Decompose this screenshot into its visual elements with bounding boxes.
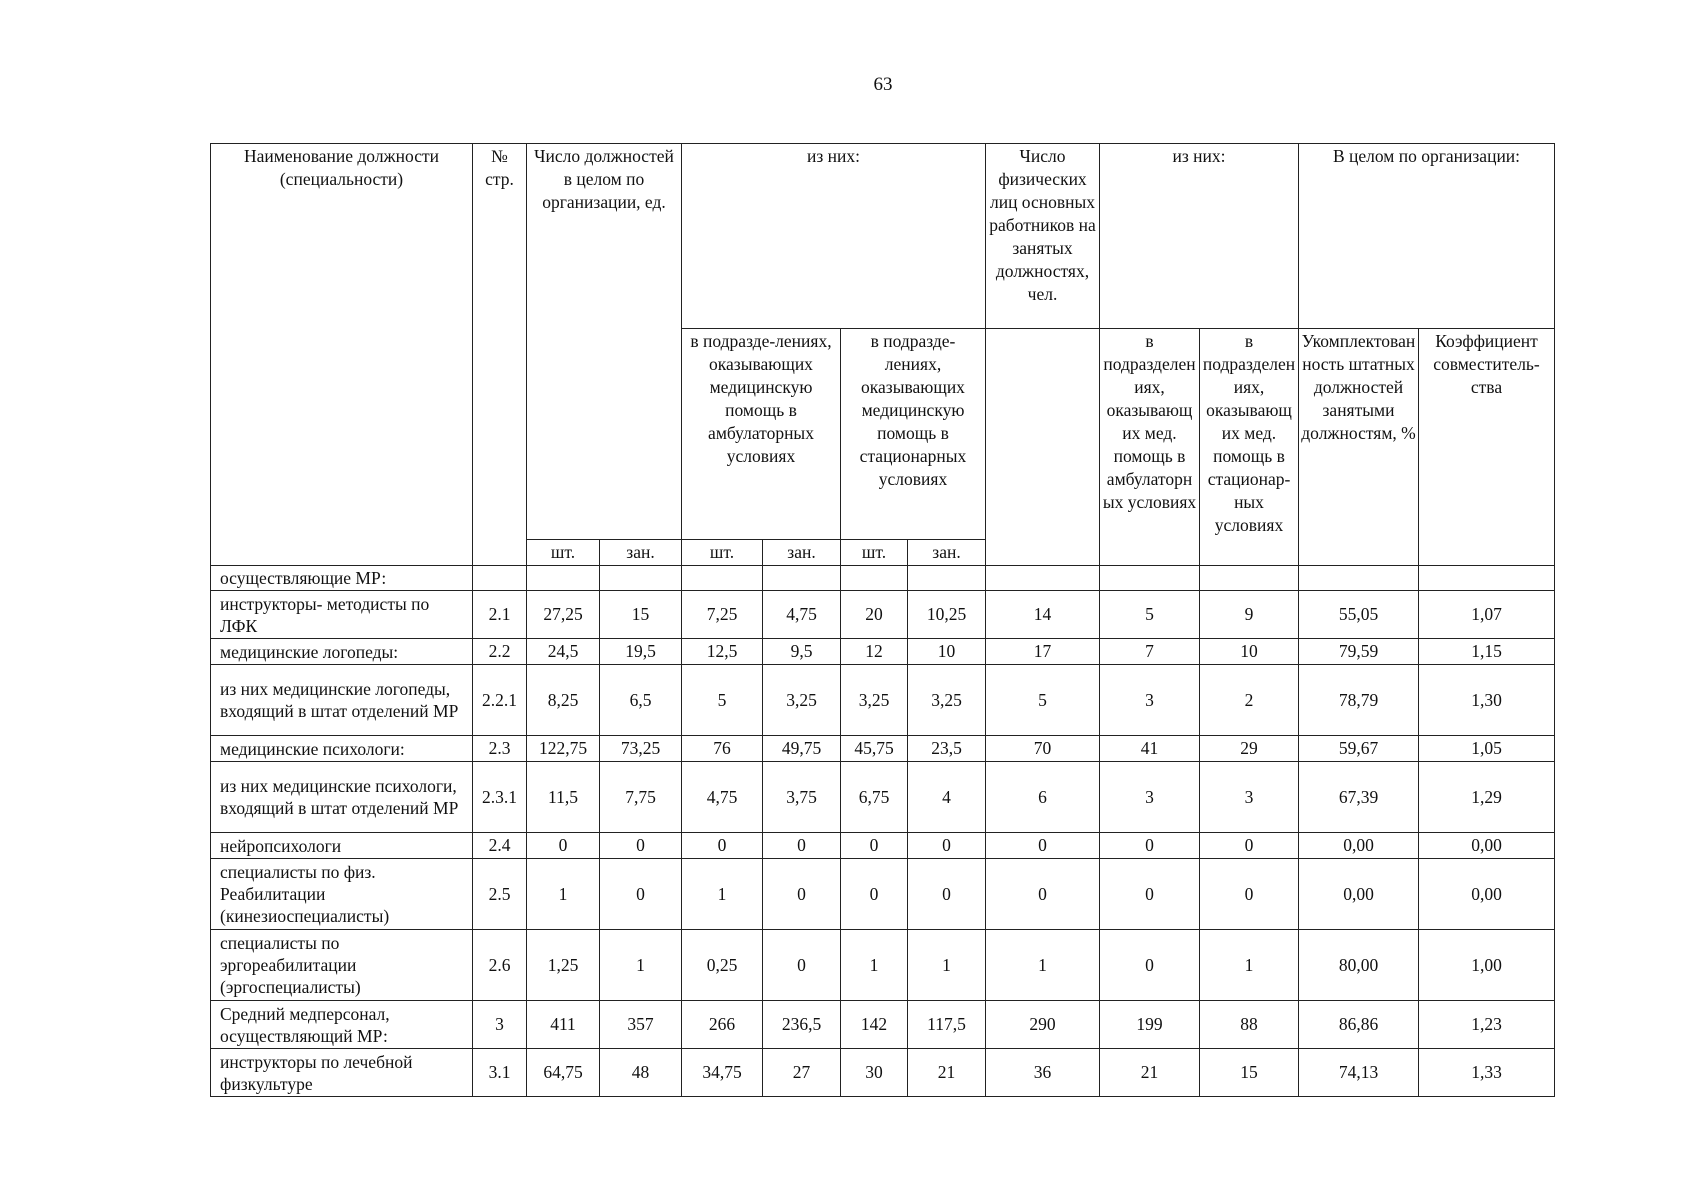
value-cell: 1,05 xyxy=(1419,736,1555,762)
value-cell: 15 xyxy=(600,591,682,639)
value-cell: 266 xyxy=(682,1001,763,1049)
value-cell: 41 xyxy=(1100,736,1200,762)
value-cell: 36 xyxy=(986,1049,1100,1097)
value-cell: 34,75 xyxy=(682,1049,763,1097)
value-cell: 1 xyxy=(682,859,763,930)
value-cell: 3 xyxy=(1200,762,1299,833)
value-cell: 1,15 xyxy=(1419,639,1555,665)
value-cell: 1 xyxy=(986,930,1100,1001)
value-cell: 0 xyxy=(1200,859,1299,930)
value-cell: 0 xyxy=(600,833,682,859)
value-cell: 0 xyxy=(600,859,682,930)
value-cell: 9 xyxy=(1200,591,1299,639)
value-cell: 1,29 xyxy=(1419,762,1555,833)
value-cell: 45,75 xyxy=(841,736,908,762)
value-cell: 0 xyxy=(763,859,841,930)
unit-label: шт. xyxy=(527,540,600,566)
value-cell: 1 xyxy=(1200,930,1299,1001)
value-cell: 0,00 xyxy=(1419,859,1555,930)
value-cell: 0 xyxy=(763,930,841,1001)
value-cell: 14 xyxy=(986,591,1100,639)
value-cell: 10 xyxy=(1200,639,1299,665)
value-cell: 10,25 xyxy=(908,591,986,639)
value-cell: 0 xyxy=(1200,833,1299,859)
header-stat-positions: в подразде-лениях, оказывающих медицинскую помощь в стационарных условиях xyxy=(841,329,986,540)
value-cell: 0,00 xyxy=(1299,859,1419,930)
value-cell: 79,59 xyxy=(1299,639,1419,665)
value-cell: 5 xyxy=(986,665,1100,736)
row-number: 3.1 xyxy=(473,1049,527,1097)
table-row xyxy=(211,762,1555,833)
value-cell: 1 xyxy=(908,930,986,1001)
value-cell: 0 xyxy=(527,833,600,859)
value-cell: 15 xyxy=(1200,1049,1299,1097)
row-number: 2.3.1 xyxy=(473,762,527,833)
position-name: из них медицинские психологи, входящий в штат отделений МР xyxy=(211,762,473,833)
unit-label: шт. xyxy=(841,540,908,566)
value-cell: 0 xyxy=(841,859,908,930)
table-row xyxy=(211,639,1555,665)
value-cell: 0,25 xyxy=(682,930,763,1001)
value-cell: 49,75 xyxy=(763,736,841,762)
header-of-them-positions: из них: xyxy=(682,144,986,329)
value-cell: 30 xyxy=(841,1049,908,1097)
header-persons-blank xyxy=(986,329,1100,566)
value-cell: 4,75 xyxy=(763,591,841,639)
row-number: 2.6 xyxy=(473,930,527,1001)
value-cell: 3,75 xyxy=(763,762,841,833)
table-row xyxy=(211,1049,1555,1097)
header-amb-positions: в подразде-лениях, оказывающих медицинскую помощь в амбулаторных условиях xyxy=(682,329,841,540)
position-name: нейропсихологи xyxy=(211,833,473,859)
value-cell: 357 xyxy=(600,1001,682,1049)
value-cell: 55,05 xyxy=(1299,591,1419,639)
value-cell: 19,5 xyxy=(600,639,682,665)
value-cell: 1,00 xyxy=(1419,930,1555,1001)
value-cell: 8,25 xyxy=(527,665,600,736)
value-cell: 21 xyxy=(1100,1049,1200,1097)
value-cell: 0 xyxy=(986,833,1100,859)
value-cell: 0 xyxy=(1100,930,1200,1001)
header-amb-persons: в подразделениях, оказывающих мед. помощь в амбулаторных условиях xyxy=(1100,329,1200,566)
row-number: 2.2.1 xyxy=(473,665,527,736)
row-number: 2.4 xyxy=(473,833,527,859)
value-cell: 21 xyxy=(908,1049,986,1097)
position-name: специалисты по эргореабилитации (эргоспециалисты) xyxy=(211,930,473,1001)
value-cell: 10 xyxy=(908,639,986,665)
header-coefficient: Коэффициент совместитель-ства xyxy=(1419,329,1555,566)
value-cell: 86,86 xyxy=(1299,1001,1419,1049)
value-cell: 2 xyxy=(1200,665,1299,736)
value-cell: 1 xyxy=(841,930,908,1001)
value-cell: 7,25 xyxy=(682,591,763,639)
value-cell: 12 xyxy=(841,639,908,665)
value-cell: 0 xyxy=(1100,833,1200,859)
value-cell: 290 xyxy=(986,1001,1100,1049)
value-cell: 23,5 xyxy=(908,736,986,762)
value-cell: 5 xyxy=(682,665,763,736)
value-cell: 11,5 xyxy=(527,762,600,833)
row-number: 3 xyxy=(473,1001,527,1049)
value-cell: 20 xyxy=(841,591,908,639)
header-stat-persons: в подразделениях, оказывающих мед. помощь в стационар-ных условиях xyxy=(1200,329,1299,566)
position-name: Средний медперсонал, осуществляющий МР: xyxy=(211,1001,473,1049)
value-cell: 27,25 xyxy=(527,591,600,639)
section-row xyxy=(211,566,1555,591)
table-row xyxy=(211,736,1555,762)
value-cell: 17 xyxy=(986,639,1100,665)
table-row xyxy=(211,930,1555,1001)
value-cell: 74,13 xyxy=(1299,1049,1419,1097)
row-number: 2.1 xyxy=(473,591,527,639)
header-org-total: В целом по организации: xyxy=(1299,144,1555,329)
position-name: медицинские психологи: xyxy=(211,736,473,762)
value-cell: 6,75 xyxy=(841,762,908,833)
value-cell: 76 xyxy=(682,736,763,762)
value-cell: 4 xyxy=(908,762,986,833)
staffing-table xyxy=(210,143,1555,1097)
value-cell: 411 xyxy=(527,1001,600,1049)
value-cell: 0,00 xyxy=(1419,833,1555,859)
value-cell: 117,5 xyxy=(908,1001,986,1049)
header-staffing-percent: Укомплектованность штатных должностей занятыми должностям, % xyxy=(1299,329,1419,566)
header-row-number: № стр. xyxy=(473,144,527,566)
value-cell: 80,00 xyxy=(1299,930,1419,1001)
value-cell: 48 xyxy=(600,1049,682,1097)
value-cell: 27 xyxy=(763,1049,841,1097)
value-cell: 6 xyxy=(986,762,1100,833)
value-cell: 70 xyxy=(986,736,1100,762)
value-cell: 0 xyxy=(908,833,986,859)
position-name: специалисты по физ. Реабилитации (кинезиоспециалисты) xyxy=(211,859,473,930)
table-row xyxy=(211,665,1555,736)
value-cell: 142 xyxy=(841,1001,908,1049)
position-name: медицинские логопеды: xyxy=(211,639,473,665)
value-cell: 12,5 xyxy=(682,639,763,665)
value-cell: 3,25 xyxy=(841,665,908,736)
value-cell: 3 xyxy=(1100,762,1200,833)
value-cell: 0,00 xyxy=(1299,833,1419,859)
value-cell: 3 xyxy=(1100,665,1200,736)
value-cell: 0 xyxy=(841,833,908,859)
value-cell: 24,5 xyxy=(527,639,600,665)
value-cell: 199 xyxy=(1100,1001,1200,1049)
table-row xyxy=(211,1001,1555,1049)
position-name: инструкторы по лечебной физкультуре xyxy=(211,1049,473,1097)
header-position-name: Наименование должности (специальности) xyxy=(211,144,473,566)
value-cell: 7,75 xyxy=(600,762,682,833)
table-row xyxy=(211,591,1555,639)
value-cell: 1,30 xyxy=(1419,665,1555,736)
table-row xyxy=(211,833,1555,859)
value-cell: 1,33 xyxy=(1419,1049,1555,1097)
value-cell: 0 xyxy=(763,833,841,859)
value-cell: 64,75 xyxy=(527,1049,600,1097)
value-cell: 236,5 xyxy=(763,1001,841,1049)
value-cell: 1,07 xyxy=(1419,591,1555,639)
row-number: 2.5 xyxy=(473,859,527,930)
value-cell: 29 xyxy=(1200,736,1299,762)
value-cell: 4,75 xyxy=(682,762,763,833)
value-cell: 88 xyxy=(1200,1001,1299,1049)
header-persons-total: Число физических лиц основных работников на занятых должностях, чел. xyxy=(986,144,1100,329)
value-cell: 1 xyxy=(527,859,600,930)
value-cell: 6,5 xyxy=(600,665,682,736)
value-cell: 78,79 xyxy=(1299,665,1419,736)
value-cell: 122,75 xyxy=(527,736,600,762)
row-number: 2.3 xyxy=(473,736,527,762)
value-cell: 5 xyxy=(1100,591,1200,639)
value-cell: 67,39 xyxy=(1299,762,1419,833)
value-cell: 3,25 xyxy=(763,665,841,736)
header-positions-total: Число должностей в целом по организации, ед. xyxy=(527,144,682,540)
value-cell: 1,23 xyxy=(1419,1001,1555,1049)
value-cell: 9,5 xyxy=(763,639,841,665)
table-row xyxy=(211,859,1555,930)
section-label: осуществляющие МР: xyxy=(211,566,473,591)
header-of-them-persons: из них: xyxy=(1100,144,1299,329)
unit-label: зан. xyxy=(908,540,986,566)
value-cell: 0 xyxy=(986,859,1100,930)
value-cell: 0 xyxy=(908,859,986,930)
position-name: из них медицинские логопеды, входящий в штат отделений МР xyxy=(211,665,473,736)
value-cell: 73,25 xyxy=(600,736,682,762)
row-number: 2.2 xyxy=(473,639,527,665)
value-cell: 0 xyxy=(1100,859,1200,930)
value-cell: 1 xyxy=(600,930,682,1001)
unit-label: шт. xyxy=(682,540,763,566)
unit-label: зан. xyxy=(763,540,841,566)
page-number: 63 xyxy=(873,74,893,95)
value-cell: 0 xyxy=(682,833,763,859)
value-cell: 1,25 xyxy=(527,930,600,1001)
position-name: инструкторы- методисты по ЛФК xyxy=(211,591,473,639)
value-cell: 7 xyxy=(1100,639,1200,665)
value-cell: 59,67 xyxy=(1299,736,1419,762)
value-cell: 3,25 xyxy=(908,665,986,736)
unit-label: зан. xyxy=(600,540,682,566)
